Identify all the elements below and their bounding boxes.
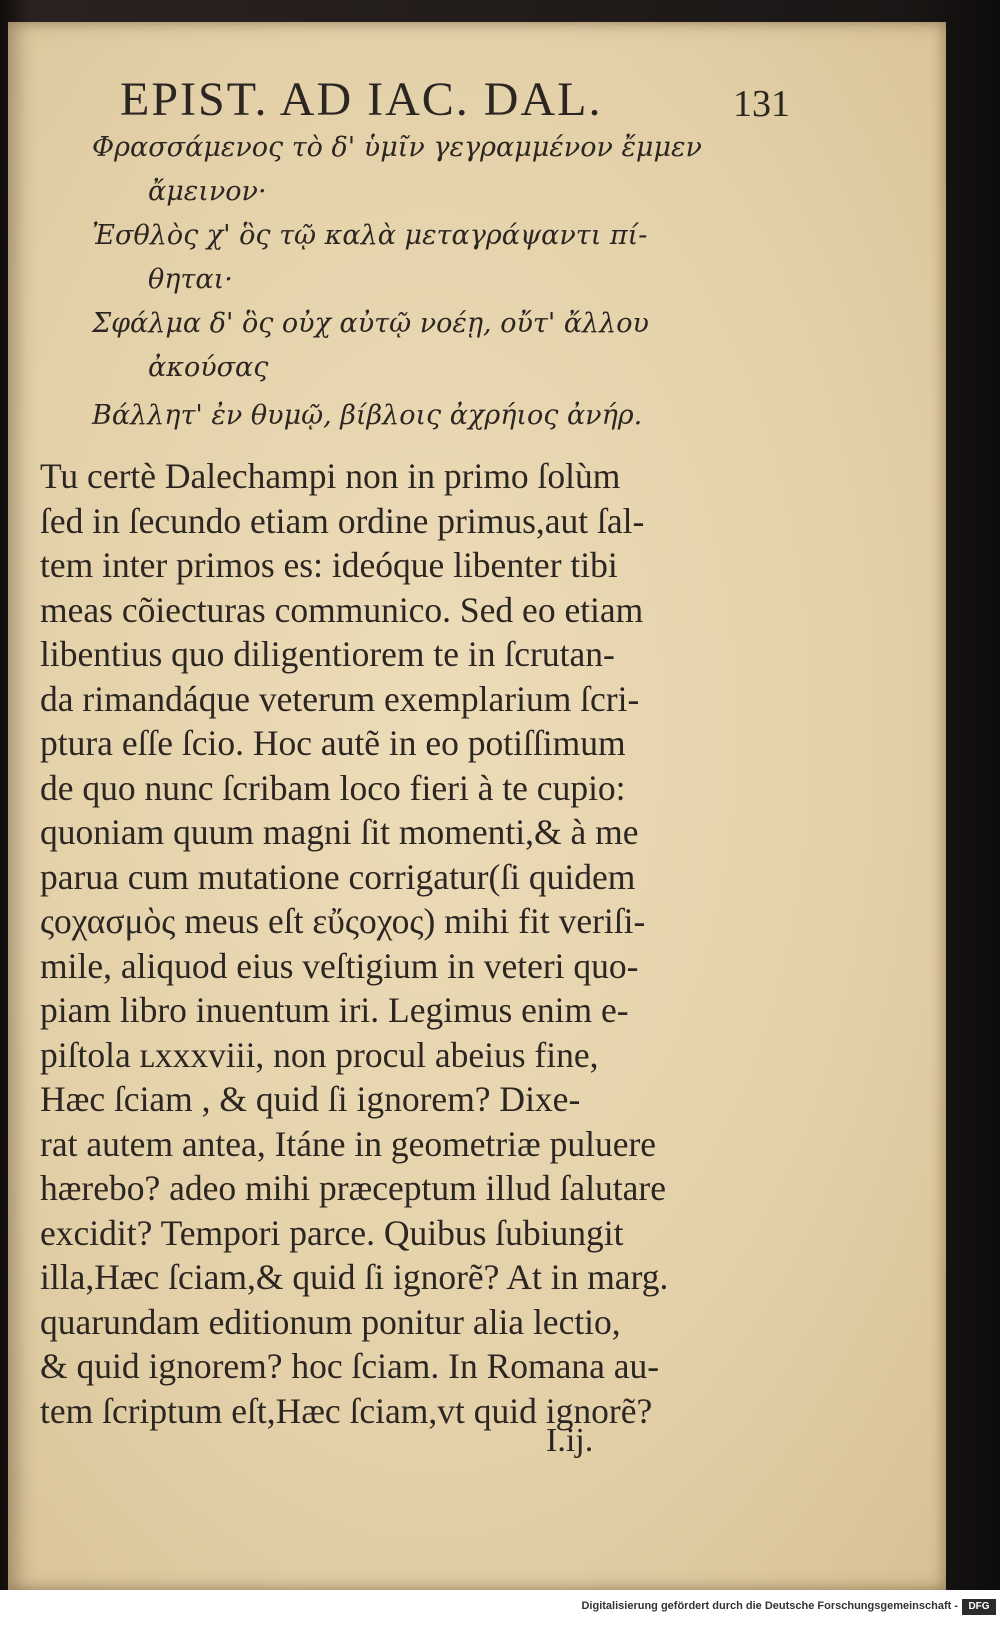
digitization-note: Digitalisierung gefördert durch die Deutsche Forschungsgemeinschaft - xyxy=(581,1600,958,1612)
text-line: hærebo? adeo mihi præceptum illud ſalutare xyxy=(40,1168,666,1208)
greek-verse-line: Ἐσθλὸς χ' ὃς τῷ καλὰ μεταγράψαντι πί- xyxy=(92,220,648,251)
text-line: tem ſcriptum eſt,Hæc ſciam,vt quid ignorẽ? xyxy=(40,1390,653,1431)
text-line: parua cum mutatione corrigatur(ſi quidem xyxy=(40,856,636,897)
greek-verse-line: Φρασσάμενος τὸ δ' ὑμῖν γεγραμμένον ἔμμεν xyxy=(92,132,702,163)
page-number: 131 xyxy=(733,83,790,125)
greek-verse-line: Σφάλμα δ' ὃς οὐχ αὐτῷ νοέῃ, οὔτ' ἄλλου xyxy=(92,308,649,339)
text-line: ςοχασμὸς meus eſt εὔςοχος) mihi fit veriſi- xyxy=(40,901,646,941)
greek-verse-continuation: θηται· xyxy=(148,264,233,295)
book-page xyxy=(8,22,946,1590)
greek-verse-3 xyxy=(92,302,772,390)
text-line: ptura eſſe ſcio. Hoc autẽ in eo potiſſimum xyxy=(40,723,626,763)
text-line: ſed in ſecundo etiam ordine primus,aut ſal- xyxy=(40,500,645,541)
greek-verse-line: Βάλλητ' ἐν θυμῷ, βίβλοις ἀχρήιος ἀνήρ. xyxy=(92,400,643,431)
text-line: da rimandáque veterum exemplarium ſcri- xyxy=(40,678,640,719)
text-line: piam libro inuentum iri. Legimus enim e- xyxy=(40,990,629,1030)
text-line: excidit? Tempori parce. Quibus ſubiungit xyxy=(40,1212,624,1253)
text-line: piſtola ʟxxxviii, non procul abeius fine, xyxy=(40,1034,599,1075)
signature-mark: I.ij. xyxy=(546,1422,594,1459)
text-line: tem inter primos es: ideóque libenter tibi xyxy=(40,545,618,585)
greek-verse-4 xyxy=(92,394,772,438)
text-line: de quo nunc ſcribam loco fieri à te cupio: xyxy=(40,767,626,808)
text-line: quarundam editionum ponitur alia lectio, xyxy=(40,1301,621,1342)
greek-verse-2 xyxy=(92,214,772,302)
text-line: meas cõiecturas communico. Sed eo etiam xyxy=(40,589,644,630)
body-text xyxy=(40,454,770,1433)
text-line: & quid ignorem? hoc ſciam. In Romana au- xyxy=(40,1346,660,1386)
text-line: rat autem antea, Itáne in geometriæ puluere xyxy=(40,1123,657,1164)
digitization-footer xyxy=(0,1590,1000,1630)
running-head: EPIST. AD IAC. DAL. xyxy=(120,73,603,126)
text-line: quoniam quum magni ſit momenti,& à me xyxy=(40,812,639,852)
page-header xyxy=(120,72,790,132)
greek-verse-1 xyxy=(92,126,772,214)
dfg-logo-icon: DFG xyxy=(962,1599,996,1615)
greek-verse-continuation: ἄμεινον· xyxy=(148,176,267,207)
text-line: Hæc ſciam , & quid ſi ignorem? Dixe- xyxy=(40,1079,581,1119)
text-line: Tu certè Dalechampi non in primo ſolùm xyxy=(40,456,621,496)
text-line: libentius quo diligentiorem te in ſcrutan- xyxy=(40,634,615,674)
text-line: mile, aliquod eius veſtigium in veteri quo- xyxy=(40,945,639,986)
text-line: illa,Hæc ſciam,& quid ſi ignorẽ? At in marg. xyxy=(40,1257,669,1297)
greek-verse-continuation: ἀκούσας xyxy=(148,352,269,383)
